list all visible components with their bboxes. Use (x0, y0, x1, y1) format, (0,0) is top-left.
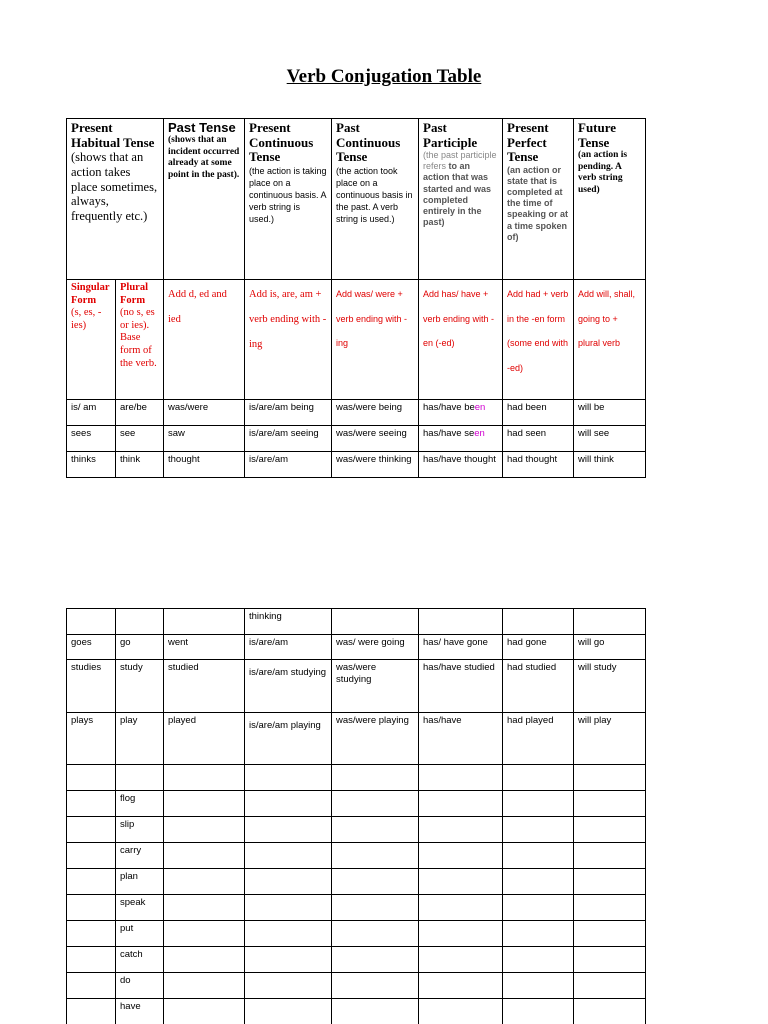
practice-row: slip (67, 817, 646, 843)
past-rule-cell: Add d, ed and ied (164, 280, 245, 400)
table-row: thinking (67, 609, 646, 635)
practice-row: put (67, 921, 646, 947)
header-present-continuous: Present Continuous Tense (the action is taking place on a continuous basis. A verb string is used.) (245, 119, 332, 280)
practice-row (67, 765, 646, 791)
practice-row: speak (67, 895, 646, 921)
plural-form-cell: Plural Form (no s, es or ies). Base form of the verb. (116, 280, 164, 400)
practice-row: have (67, 999, 646, 1024)
forms-row (67, 280, 646, 400)
verb-table-part-1 (66, 118, 646, 478)
future-rule-cell: Add will, shall, going to + plural verb (574, 280, 646, 400)
table-row: thinks think thought is/are/am was/were thinking has/have thought had thought will think (67, 452, 646, 478)
table-row: studies study studied is/are/am studying was/were studying has/have studied had studied will study (67, 660, 646, 713)
verb-table-part-2 (66, 608, 646, 1024)
header-present-perfect: Present Perfect Tense (an action or state that is completed at the time of speaking or at a time spoken of) (503, 119, 574, 280)
practice-row: catch (67, 947, 646, 973)
present-perfect-rule-cell: Add had + verb in the -en form (some end with -ed) (503, 280, 574, 400)
header-past-tense: Past Tense (shows that an incident occurred already at some point in the past). (164, 119, 245, 280)
table-row: plays play played is/are/am playing was/were playing has/have had played will play (67, 713, 646, 765)
header-past-participle: Past Participle (the past participle refers to an action that was started and was completed entirely in the past) (419, 119, 503, 280)
document-title: Verb Conjugation Table (286, 66, 482, 87)
practice-row: do (67, 973, 646, 999)
header-future-tense: Future Tense (an action is pending. A verb string used) (574, 119, 646, 280)
practice-row: carry (67, 843, 646, 869)
past-continuous-rule-cell: Add was/ were + verb ending with -ing (332, 280, 419, 400)
table-row: goes go went is/are/am was/ were going has/ have gone had gone will go (67, 635, 646, 660)
table-row: sees see saw is/are/am seeing was/were seeing has/have seen had seen will see (67, 426, 646, 452)
practice-row: flog (67, 791, 646, 817)
header-past-continuous: Past Continuous Tense (the action took place on a continuous basis in the past. A verb string is used.) (332, 119, 419, 280)
header-present-habitual: Present Habitual Tense (shows that an action takes place sometimes, always, frequently etc.) (67, 119, 164, 280)
past-participle-rule-cell: Add has/ have + verb ending with -en (-ed) (419, 280, 503, 400)
practice-row: plan (67, 869, 646, 895)
header-row (67, 119, 646, 280)
present-continuous-rule-cell: Add is, are, am + verb ending with -ing (245, 280, 332, 400)
table-row: is/ am are/be was/were is/are/am being was/were being has/have been had been will be (67, 400, 646, 426)
singular-form-cell: Singular Form (s, es, -ies) (67, 280, 116, 400)
